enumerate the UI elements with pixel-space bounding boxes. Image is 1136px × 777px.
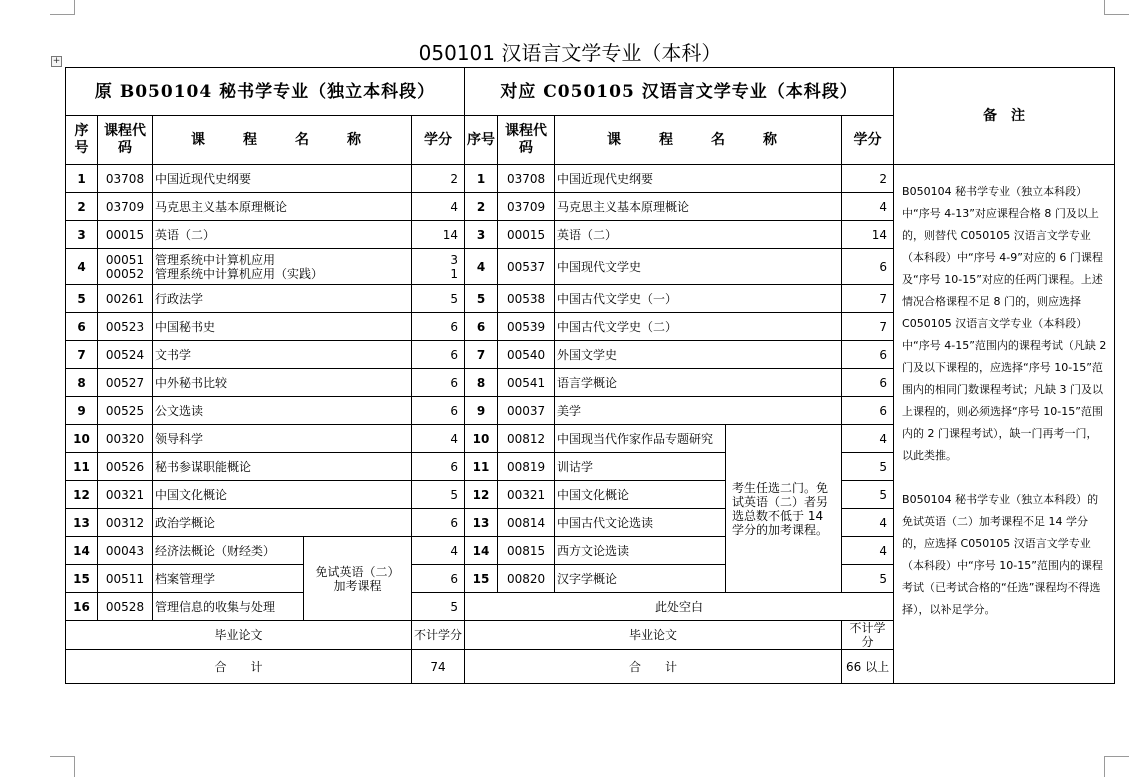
remarks-body [894,165,1115,684]
left-course-name [153,249,412,285]
left-course-name: 领导科学 [153,425,412,453]
left-credit: 4 [412,537,465,565]
right-credit-header: 学分 [842,116,894,165]
left-elective-note: 免试英语（二）加考课程 [304,537,412,621]
crop-mark-top-left [50,0,75,15]
left-credit: 6 [412,509,465,537]
left-credit: 5 [412,593,465,621]
right-seq: 8 [465,369,498,397]
right-code: 00540 [498,341,555,369]
right-seq: 4 [465,249,498,285]
right-credit: 5 [842,453,894,481]
right-credit: 6 [842,397,894,425]
left-code: 03708 [98,165,153,193]
left-course-name: 中国近现代史纲要 [153,165,412,193]
right-elective-note: 考生任选二门。免试英语（二）者另选总数不低于 14 学分的加考课程。 [726,425,842,593]
left-code: 00321 [98,481,153,509]
left-name-header: 课 程 名 称 [153,116,412,165]
left-code-line: 00051 [105,252,145,267]
left-course-name: 秘书参谋职能概论 [153,453,412,481]
left-code: 00524 [98,341,153,369]
left-code-header: 课程代码 [98,116,153,165]
document-title: 050101 汉语言文学专业（本科） [418,41,722,65]
left-total-value: 74 [412,650,465,684]
right-blank-note: 此处空白 [465,593,894,621]
left-credit: 6 [412,313,465,341]
left-code: 00528 [98,593,153,621]
right-total-value: 66 以上 [842,650,894,684]
right-course-name: 马克思主义基本原理概论 [555,193,842,221]
left-credit: 6 [412,565,465,593]
left-course-name: 经济法概论（财经类） [153,537,304,565]
right-seq: 13 [465,509,498,537]
left-seq: 3 [66,221,98,249]
right-course-name: 中国现代文学史 [555,249,842,285]
right-credit: 14 [842,221,894,249]
right-credit: 6 [842,249,894,285]
left-code: 00320 [98,425,153,453]
right-code: 03708 [498,165,555,193]
right-thesis-label: 毕业论文 [465,621,842,650]
right-course-name: 中国近现代史纲要 [555,165,842,193]
left-credit: 2 [412,165,465,193]
right-code: 00541 [498,369,555,397]
right-seq: 1 [465,165,498,193]
left-code: 00526 [98,453,153,481]
left-code: 03709 [98,193,153,221]
table-row [66,165,1115,193]
left-credit: 4 [412,193,465,221]
right-course-name: 训诂学 [555,453,726,481]
left-seq: 7 [66,341,98,369]
left-code-line: 00052 [105,266,145,281]
left-course-name: 档案管理学 [153,565,304,593]
left-code: 00511 [98,565,153,593]
left-course-name-line: 管理系统中计算机应用 [155,252,276,267]
left-seq: 5 [66,285,98,313]
left-credit-line: 1 [450,266,459,281]
right-seq: 15 [465,565,498,593]
left-code [98,249,153,285]
right-credit: 4 [842,537,894,565]
right-course-name: 中国文化概论 [555,481,726,509]
left-credit: 6 [412,369,465,397]
right-code: 03709 [498,193,555,221]
left-seq: 8 [66,369,98,397]
right-seq: 14 [465,537,498,565]
crop-mark-bottom-left [50,756,75,777]
left-credit: 6 [412,341,465,369]
right-total-label: 合 计 [465,650,842,684]
right-course-name: 语言学概论 [555,369,842,397]
table-row [66,68,1115,116]
left-code: 00523 [98,313,153,341]
right-code: 00538 [498,285,555,313]
left-seq: 10 [66,425,98,453]
right-credit: 7 [842,285,894,313]
right-course-name: 中国古代文学史（一） [555,285,842,313]
left-thesis-label: 毕业论文 [66,621,412,650]
right-course-name: 中国现当代作家作品专题研究 [555,425,726,453]
left-credit [412,249,465,285]
right-seq: 3 [465,221,498,249]
right-code: 00037 [498,397,555,425]
left-code: 00312 [98,509,153,537]
right-seq: 5 [465,285,498,313]
left-credit: 6 [412,397,465,425]
left-credit: 5 [412,285,465,313]
right-code: 00537 [498,249,555,285]
remark-paragraph: B050104 秘书学专业（独立本科段）的免试英语（二）加考课程不足 14 学分的，应选择 C050105 汉语言文学专业（本科段）中“序号 10-15”范围内的课程考试（已考试合格的“任选”课程均不得选择），以补足学分。 [902,493,1103,616]
right-credit: 4 [842,509,894,537]
right-code: 00812 [498,425,555,453]
left-credit: 6 [412,453,465,481]
left-course-name: 中国文化概论 [153,481,412,509]
right-code-header: 课程代码 [498,116,555,165]
left-seq: 6 [66,313,98,341]
left-credit: 14 [412,221,465,249]
left-code: 00525 [98,397,153,425]
left-seq: 16 [66,593,98,621]
left-course-name: 英语（二） [153,221,412,249]
right-credit: 6 [842,341,894,369]
right-course-name: 英语（二） [555,221,842,249]
right-seq: 12 [465,481,498,509]
left-code: 00527 [98,369,153,397]
left-seq: 4 [66,249,98,285]
left-seq: 1 [66,165,98,193]
right-course-name: 西方文论选读 [555,537,726,565]
left-thesis-credit: 不计学分 [412,621,465,650]
left-credit: 4 [412,425,465,453]
right-course-name: 外国文学史 [555,341,842,369]
right-course-name: 中国古代文学史（二） [555,313,842,341]
right-code: 00814 [498,509,555,537]
left-credit: 5 [412,481,465,509]
left-section-header: 原 B050104 秘书学专业（独立本科段） [66,68,465,116]
right-code: 00321 [498,481,555,509]
left-seq: 15 [66,565,98,593]
course-mapping-table [65,67,1115,684]
left-course-name: 行政法学 [153,285,412,313]
left-seq: 14 [66,537,98,565]
left-course-name: 公文选读 [153,397,412,425]
right-code: 00820 [498,565,555,593]
left-course-name: 文书学 [153,341,412,369]
left-course-name: 马克思主义基本原理概论 [153,193,412,221]
right-seq-header: 序号 [465,116,498,165]
left-course-name: 管理信息的收集与处理 [153,593,304,621]
right-thesis-credit: 不计学分 [842,621,894,650]
table-move-handle-icon[interactable]: + [52,56,61,66]
remarks-header: 备 注 [894,68,1115,165]
left-seq: 12 [66,481,98,509]
right-code: 00815 [498,537,555,565]
right-code: 00015 [498,221,555,249]
right-credit: 5 [842,481,894,509]
right-credit: 2 [842,165,894,193]
left-course-name: 中国秘书史 [153,313,412,341]
remark-paragraph: B050104 秘书学专业（独立本科段）中“序号 4-13”对应课程合格 8 门及以上的，则替代 C050105 汉语言文学专业（本科段）中“序号 4-9”对应的 6 门课程及“序号 10-15”对应的任两门课程。上述情况合格课程不足 8 门的，则应选择 C050105 汉语言文学专业（本科段）中“序号 4-15”范围内的课程考试（凡缺 2 门及以下课程的，应选择“序号 10-15”范围内的相同门数课程考试；凡缺 3 门及以上课程的，则必须选择“序号 10-15”范围内的 2 门课程考试），缺一门再考一门，以此类推。 [902,185,1107,462]
right-code: 00819 [498,453,555,481]
crop-mark-bottom-right [1104,756,1129,777]
left-course-name: 政治学概论 [153,509,412,537]
right-name-header: 课 程 名 称 [555,116,842,165]
left-seq: 2 [66,193,98,221]
left-credit-header: 学分 [412,116,465,165]
left-code: 00043 [98,537,153,565]
right-credit: 5 [842,565,894,593]
left-seq: 13 [66,509,98,537]
right-credit: 7 [842,313,894,341]
right-course-name: 汉字学概论 [555,565,726,593]
left-credit-line: 3 [450,252,459,267]
right-seq: 6 [465,313,498,341]
left-code: 00015 [98,221,153,249]
left-seq: 9 [66,397,98,425]
right-seq: 9 [465,397,498,425]
left-seq-header: 序号 [66,116,98,165]
right-section-header: 对应 C050105 汉语言文学专业（本科段） [465,68,894,116]
left-course-name-line: 管理系统中计算机应用（实践） [155,266,324,281]
right-credit: 4 [842,425,894,453]
right-credit: 6 [842,369,894,397]
remark-spacer [902,467,1108,489]
right-credit: 4 [842,193,894,221]
right-code: 00539 [498,313,555,341]
left-seq: 11 [66,453,98,481]
right-seq: 2 [465,193,498,221]
right-seq: 10 [465,425,498,453]
right-seq: 11 [465,453,498,481]
left-total-label: 合 计 [66,650,412,684]
right-course-name: 中国古代文论选读 [555,509,726,537]
crop-mark-top-right [1104,0,1129,15]
left-code: 00261 [98,285,153,313]
right-course-name: 美学 [555,397,842,425]
left-course-name: 中外秘书比较 [153,369,412,397]
right-seq: 7 [465,341,498,369]
